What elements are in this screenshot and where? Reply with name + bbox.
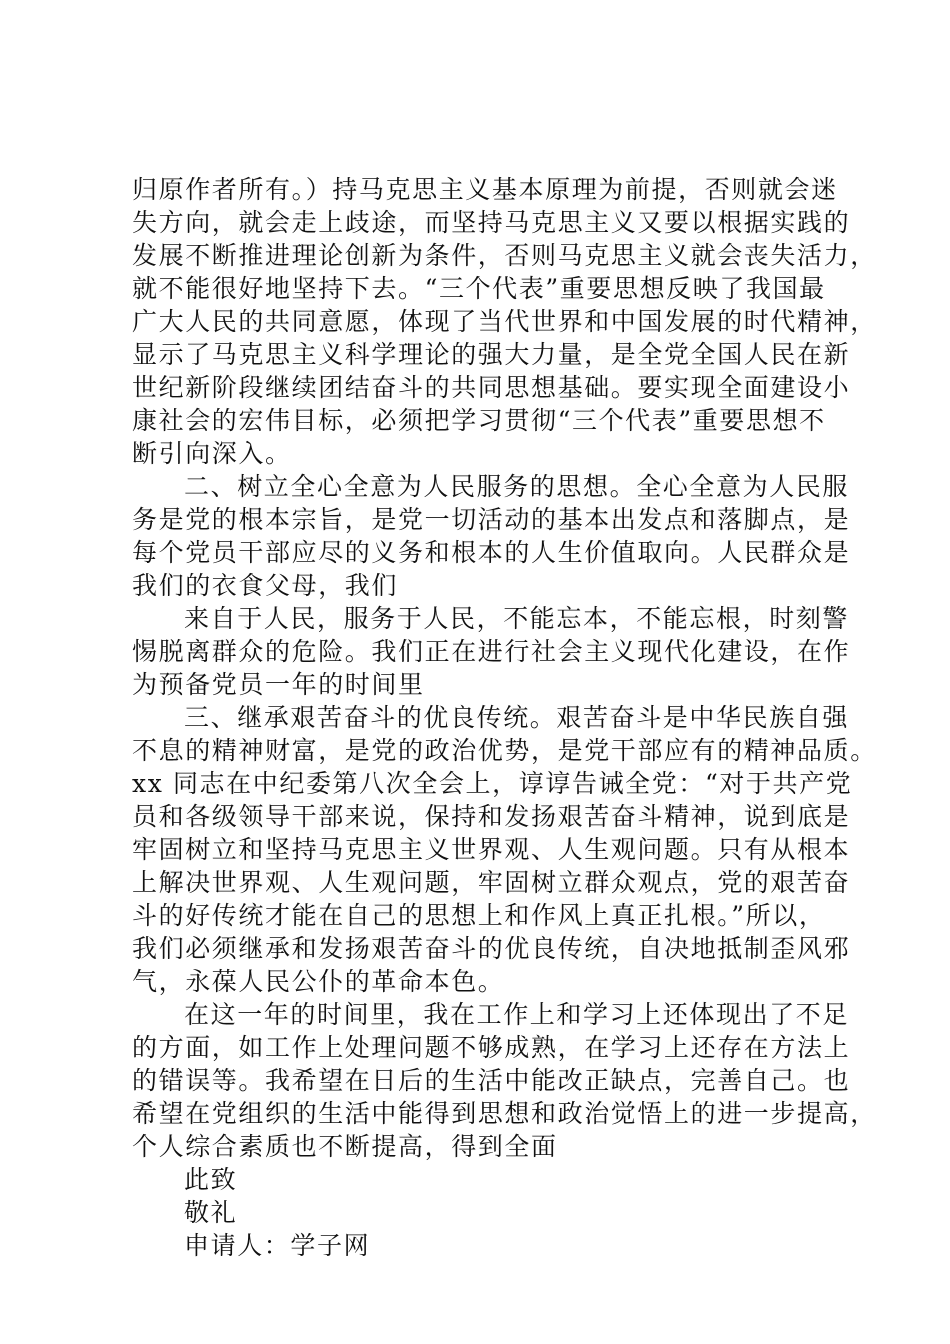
- text-line: 气，永葆人民公仆的革命本色。: [132, 967, 505, 996]
- text-line: 我们的衣食父母，我们: [132, 571, 399, 600]
- text-line: 每个党员干部应尽的义务和根本的人生价值取向。人民群众是: [132, 538, 851, 567]
- text-line: 发展不断推进理论创新为条件，否则马克思主义就会丧失活力，: [132, 241, 877, 270]
- applicant-signature-line: 申请人：学子网: [184, 1231, 371, 1260]
- text-line: 务是党的根本宗旨，是党一切活动的基本出发点和落脚点，是: [132, 505, 851, 534]
- text-line: 牢固树立和坚持马克思主义世界观、人生观问题。只有从根本: [132, 835, 851, 864]
- text-line: 就不能很好地坚持下去。“三个代表”重要思想反映了我国最: [132, 274, 826, 303]
- text-line: 希望在党组织的生活中能得到思想和政治觉悟上的进一步提高，: [132, 1099, 877, 1128]
- text-line: 上解决世界观、人生观问题，牢固树立群众观点，党的艰苦奋: [132, 868, 851, 897]
- text-line: 斗的好传统才能在自己的思想上和作风上真正扎根。”所以，: [132, 901, 826, 930]
- text-line: 康社会的宏伟目标，必须把学习贯彻“三个代表”重要思想不: [132, 406, 826, 435]
- paragraph-start-line: 三、继承艰苦奋斗的优良传统。艰苦奋斗是中华民族自强: [184, 703, 850, 732]
- paragraph-start-line: 二、树立全心全意为人民服务的思想。全心全意为人民服: [184, 472, 850, 501]
- text-line: 显示了马克思主义科学理论的强大力量，是全党全国人民在新: [132, 340, 851, 369]
- text-line: 的错误等。我希望在日后的生活中能改正缺点，完善自己。也: [132, 1066, 851, 1095]
- text-line: 不息的精神财富，是党的政治优势，是党干部应有的精神品质。: [132, 736, 877, 765]
- paragraph-start-line: 在这一年的时间里，我在工作上和学习上还体现出了不足: [184, 1000, 850, 1029]
- text-line: 我们必须继承和发扬艰苦奋斗的优良传统，自决地抵制歪风邪: [132, 934, 851, 963]
- text-line: 归原作者所有。）持马克思主义基本原理为前提，否则就会迷: [132, 175, 838, 204]
- text-line: 世纪新阶段继续团结奋斗的共同思想基础。要实现全面建设小: [132, 373, 851, 402]
- document-body: [132, 173, 877, 1262]
- salutation-line: 敬礼: [184, 1198, 238, 1227]
- text-line: 惕脱离群众的危险。我们正在进行社会主义现代化建设，在作: [132, 637, 851, 666]
- text-line: 个人综合素质也不断提高，得到全面: [132, 1132, 558, 1161]
- text-line: 员和各级领导干部来说，保持和发扬艰苦奋斗精神，说到底是: [132, 802, 851, 831]
- text-line: 的方面，如工作上处理问题不够成熟，在学习上还存在方法上: [132, 1033, 851, 1062]
- closing-line: 此致: [184, 1165, 238, 1194]
- paragraph-start-line: 来自于人民，服务于人民，不能忘本，不能忘根，时刻警: [184, 604, 850, 633]
- text-line: 为预备党员一年的时间里: [132, 670, 425, 699]
- text-line: xx 同志在中纪委第八次全会上，谆谆告诫全党：“对于共产党: [132, 769, 853, 798]
- text-line: 失方向，就会走上歧途，而坚持马克思主义又要以根据实践的: [132, 208, 851, 237]
- text-line: 断引向深入。: [132, 439, 292, 468]
- text-line: 广大人民的共同意愿，体现了当代世界和中国发展的时代精神，: [132, 307, 877, 336]
